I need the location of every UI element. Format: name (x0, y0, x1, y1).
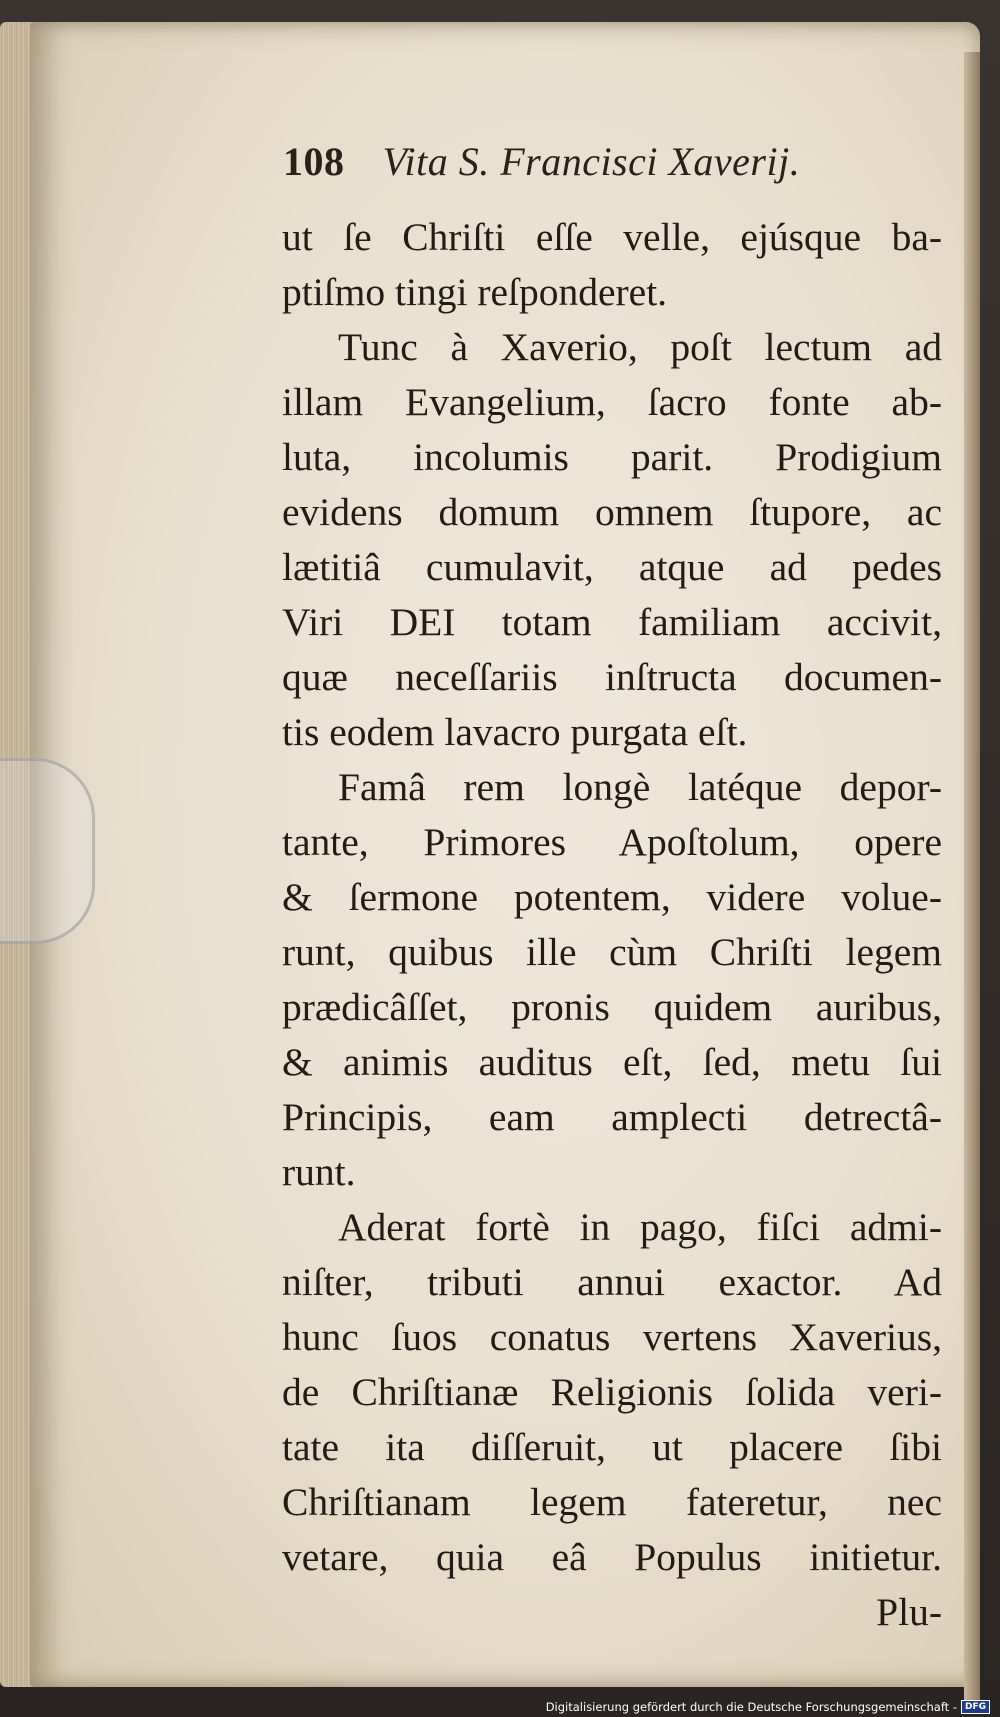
text-line: runt. (282, 1150, 356, 1194)
text-line: Aderat fortè in pago, fiſci admi- (338, 1205, 942, 1249)
text-line: Viri DEI totam familiam accivit, (282, 600, 942, 644)
text-line: ut ſe Chriſti eſſe velle, ejúsque ba- (282, 215, 942, 259)
text-line: niſter, tributi annui exactor. Ad (282, 1260, 942, 1304)
text-line: evidens domum omnem ſtupore, ac (282, 490, 942, 534)
page-header (283, 138, 883, 185)
digitization-footer (546, 1700, 990, 1714)
catchword: Plu- (876, 1590, 942, 1634)
running-title: Vita S. Francisci Xaverij. (382, 139, 801, 184)
text-line: prædicâſſet, pronis quidem auribus, (282, 985, 942, 1029)
text-line: & animis auditus eſt, ſed, metu ſui (282, 1040, 942, 1084)
text-line: de Chriſtianæ Religionis ſolida veri- (282, 1370, 942, 1414)
page-number: 108 (283, 139, 345, 184)
text-line: hunc ſuos conatus vertens Xaverius, (282, 1315, 942, 1359)
text-line: illam Evangelium, ſacro fonte ab- (282, 380, 942, 424)
text-line: ptiſmo tingi reſponderet. (282, 270, 668, 314)
text-line: Famâ rem longè latéque depor- (338, 765, 942, 809)
text-line: Principis, eam amplecti detrectâ- (282, 1095, 942, 1139)
text-line: lætitiâ cumulavit, atque ad pedes (282, 545, 942, 589)
dfg-logo: DFG (961, 1700, 990, 1714)
text-line: tis eodem lavacro purgata eſt. (282, 710, 748, 754)
text-line: & ſermone potentem, videre volue- (282, 875, 942, 919)
footer-text: Digitalisierung gefördert durch die Deutsche Forschungsgemeinschaft - (545, 1700, 957, 1714)
text-line: Tunc à Xaverio, poſt lectum ad (338, 325, 942, 369)
text-line: runt, quibus ille cùm Chriſti legem (282, 930, 942, 974)
text-line: luta, incolumis parit. Prodigium (282, 435, 942, 479)
body-text (282, 210, 942, 1640)
text-line: tante, Primores Apoſtolum, opere (282, 820, 942, 864)
page-clip (0, 758, 95, 944)
text-line: quæ neceſſariis inſtructa documen- (282, 655, 942, 699)
text-line: tate ita diſſeruit, ut placere ſibi (282, 1425, 942, 1469)
page-right-edge (964, 52, 980, 1702)
text-line: Chriſtianam legem fateretur, nec (282, 1480, 942, 1524)
text-line: vetare, quia eâ Populus initietur. (282, 1535, 942, 1579)
